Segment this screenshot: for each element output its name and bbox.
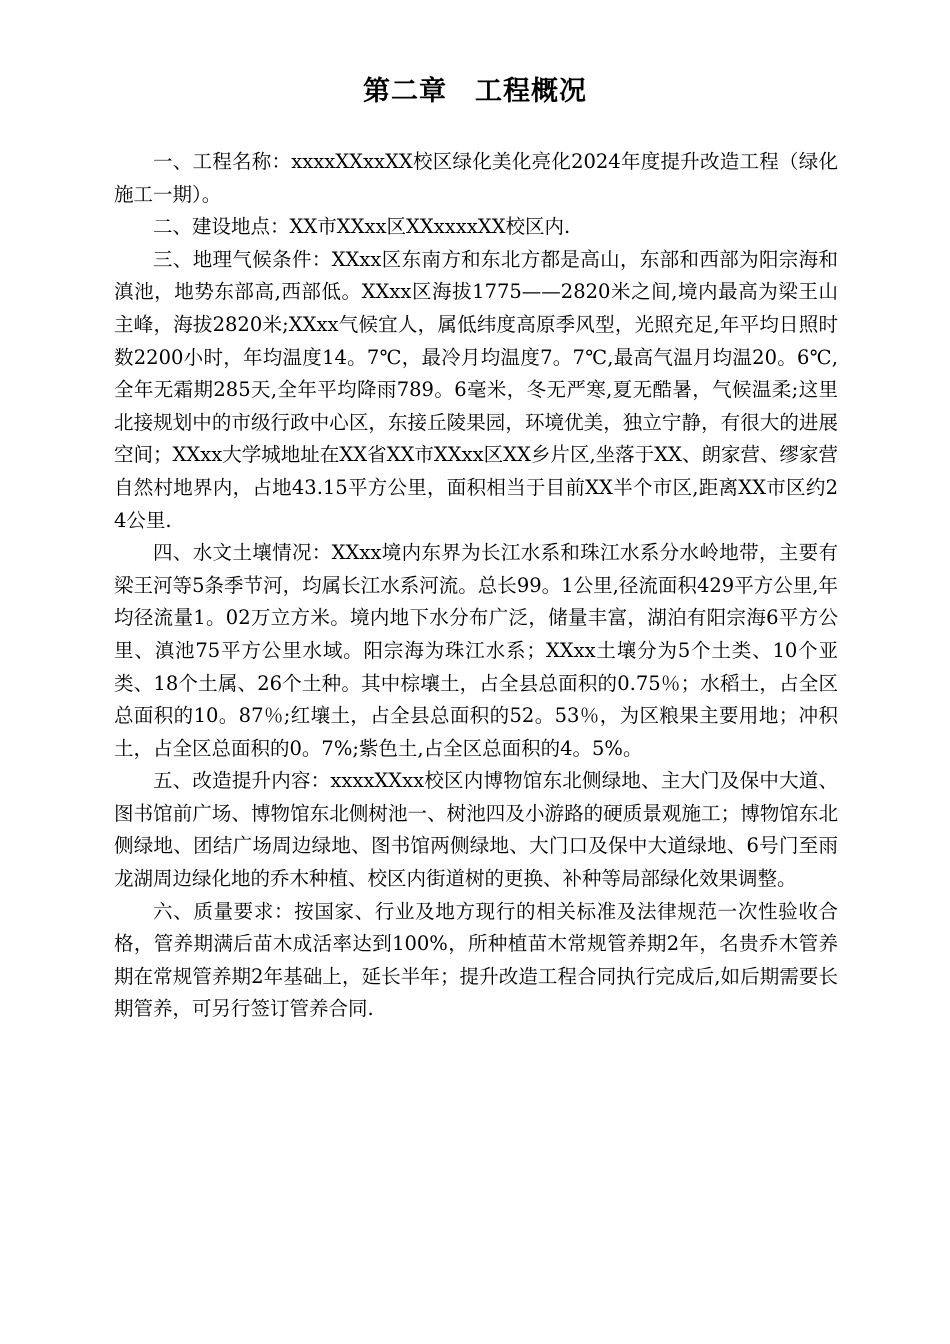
chapter-title: 第二章 工程概况 bbox=[363, 76, 587, 107]
paragraph-quality-requirements: 六、质量要求：按国家、行业及地方现行的相关标准及法律规范一次性验收合格，管养期满后苗木成活率达到100%，所种植苗木常规管养期2年，名贵乔木管养期在常规管养期2年基础上，延长半年；提升改造工程合同执行完成后,如后期需要长期管养，可另行签订管养合同. bbox=[114, 899, 838, 1021]
paragraph-project-name: 一、工程名称：xxxxXXxxXX校区绿化美化亮化2024年度提升改造工程（绿化施工一期）。 bbox=[114, 150, 838, 206]
paragraph-construction-site: 二、建设地点：XX市XXxx区XXxxxxXX校区内. bbox=[153, 215, 571, 239]
document-body bbox=[114, 146, 838, 1026]
paragraph-renovation-content: 五、改造提升内容：xxxxXXxx校区内博物馆东北侧绿地、主大门及保中大道、图书馆前广场、博物馆东北侧树池一、树池四及小游路的硬质景观施工；博物馆东北侧绿地、团结广场周边绿地、图书馆两侧绿地、大门口及保中大道绿地、6号门至雨龙湖周边绿化地的乔木种植、校区内街道树的更换、补种等局部绿化效果调整。 bbox=[114, 769, 838, 891]
paragraph-geography-climate: 三、地理气候条件：XXxx区东南方和东北方都是高山，东部和西部为阳宗海和滇池，地势东部高,西部低。XXxx区海拔1775——2820米之间,境内最高为梁王山主峰，海拔2820米;XXxx气候宜人，属低纬度高原季风型，光照充足,年平均日照时数2200小时，年均温度14。7℃，最冷月均温度7。7℃,最高气温月均温20。6℃,全年无霜期285天,全年平均降雨789。6毫米，冬无严寒,夏无酷暑，气候温柔;这里北接规划中的市级行政中心区，东接丘陵果园，环境优美，独立宁静，有很大的进展空间；XXxx大学城地址在XX省XX市XXxx区XX乡片区,坐落于XX、朗家营、缪家营自然村地界内，占地43.15平方公里，面积相当于目前XX半个市区,距离XX市区约24公里. bbox=[114, 247, 838, 532]
paragraph-hydrology-soil: 四、水文土壤情况：XXxx境内东界为长江水系和珠江水系分水岭地带，主要有梁王河等5条季节河，均属长江水系河流。总长99。1公里,径流面积429平方公里,年均径流量1。02万立方米。境内地下水分布广泛，储量丰富，湖泊有阳宗海6平方公里、滇池75平方公里水域。阳宗海为珠江水系；XXxx土壤分为5个土类、10个亚类、18个土属、26个土种。其中棕壤土，占全县总面积的0.75％；水稻土，占全区总面积的10。87％;红壤土，占全县总面积的52。53％，为区粮果主要用地；冲积土，占全区总面积的0。7%;紫色土,占全区总面积的4。5%。 bbox=[114, 541, 838, 760]
